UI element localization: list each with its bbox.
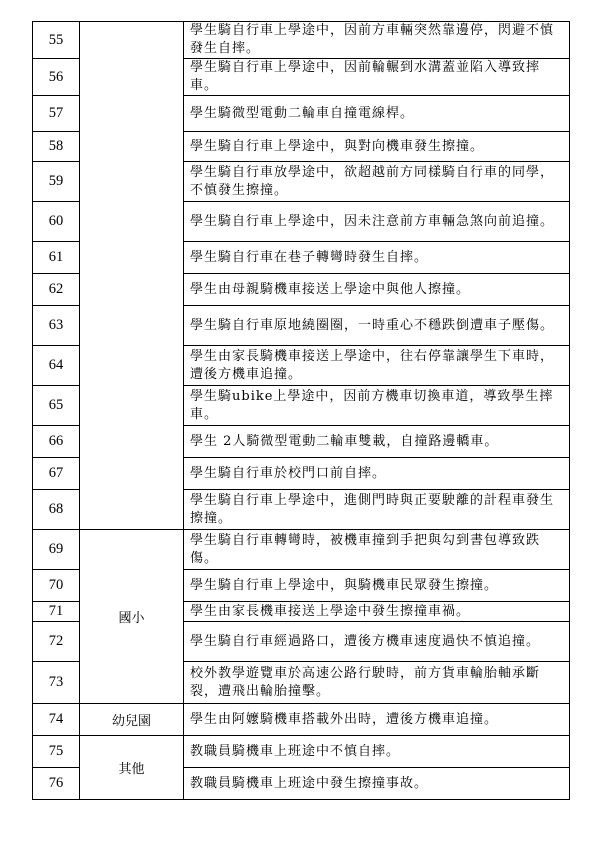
row-number: 71 [33, 602, 80, 622]
row-number: 67 [33, 458, 80, 490]
category-other: 其他 [80, 736, 184, 800]
incident-description: 教職員騎機車上班途中發生擦撞事故。 [184, 768, 570, 800]
row-number: 69 [33, 530, 80, 570]
row-number: 60 [33, 202, 80, 242]
row-number: 58 [33, 132, 80, 162]
incident-description: 學生由母親騎機車接送上學途中與他人擦撞。 [184, 274, 570, 306]
incident-description: 學生騎自行車經過路口，遭後方機車速度過快不慎追撞。 [184, 622, 570, 662]
row-number: 72 [33, 622, 80, 662]
row-number: 73 [33, 662, 80, 704]
incident-description: 學生騎自行車上學途中，進側門時與正要駛離的計程車發生擦撞。 [184, 490, 570, 530]
incident-description: 學生由家長機車接送上學途中發生擦撞車禍。 [184, 602, 570, 622]
row-number: 61 [33, 242, 80, 274]
incident-description: 學生騎自行車在巷子轉彎時發生自摔。 [184, 242, 570, 274]
row-number: 65 [33, 386, 80, 426]
incident-description: 學生騎自行車於校門口前自摔。 [184, 458, 570, 490]
category-elementary: 國小 [80, 530, 184, 704]
incident-description: 學生騎自行車放學途中，欲超越前方同樣騎自行車的同學，不慎發生擦撞。 [184, 162, 570, 202]
incident-description: 校外教學遊覽車於高速公路行駛時，前方貨車輪胎軸承斷裂，遭飛出輪胎撞擊。 [184, 662, 570, 704]
row-number: 68 [33, 490, 80, 530]
incident-description: 學生騎自行車上學途中，因前方車輛突然靠邊停，閃避不慎發生自摔。 [184, 22, 570, 59]
row-number: 74 [33, 704, 80, 736]
row-number: 64 [33, 346, 80, 386]
table-row [33, 22, 570, 59]
row-number: 63 [33, 306, 80, 346]
incident-description: 學生騎自行車原地繞圈圈，一時重心不穩跌倒遭車子壓傷。 [184, 306, 570, 346]
incident-description: 學生 2人騎微型電動二輪車雙載，自撞路邊轎車。 [184, 426, 570, 458]
row-number: 75 [33, 736, 80, 768]
row-number: 62 [33, 274, 80, 306]
table-row [33, 704, 570, 736]
table-row [33, 530, 570, 570]
incident-table-page [32, 21, 569, 800]
incident-description: 學生騎微型電動二輪車自撞電線桿。 [184, 96, 570, 132]
row-number: 70 [33, 570, 80, 602]
incident-description: 學生騎自行車上學途中，因前輪輾到水溝蓋並陷入導致摔車。 [184, 59, 570, 96]
row-number: 55 [33, 22, 80, 59]
incident-description: 學生騎自行車轉彎時，被機車撞到手把與勾到書包導致跌傷。 [184, 530, 570, 570]
category-cell-previous [80, 22, 184, 530]
incident-table [32, 21, 570, 800]
incident-description: 學生騎自行車上學途中，與對向機車發生擦撞。 [184, 132, 570, 162]
incident-description: 學生騎自行車上學途中，因未注意前方車輛急煞向前追撞。 [184, 202, 570, 242]
incident-description: 教職員騎機車上班途中不慎自摔。 [184, 736, 570, 768]
incident-description: 學生由阿嬤騎機車搭載外出時，遭後方機車追撞。 [184, 704, 570, 736]
row-number: 57 [33, 96, 80, 132]
category-kindergarten: 幼兒園 [80, 704, 184, 736]
row-number: 76 [33, 768, 80, 800]
incident-description: 學生騎自行車上學途中，與騎機車民眾發生擦撞。 [184, 570, 570, 602]
row-number: 66 [33, 426, 80, 458]
row-number: 56 [33, 59, 80, 96]
incident-description: 學生騎ubike上學途中，因前方機車切換車道，導致學生摔車。 [184, 386, 570, 426]
table-row [33, 736, 570, 768]
incident-description: 學生由家長騎機車接送上學途中，往右停靠讓學生下車時，遭後方機車追撞。 [184, 346, 570, 386]
row-number: 59 [33, 162, 80, 202]
